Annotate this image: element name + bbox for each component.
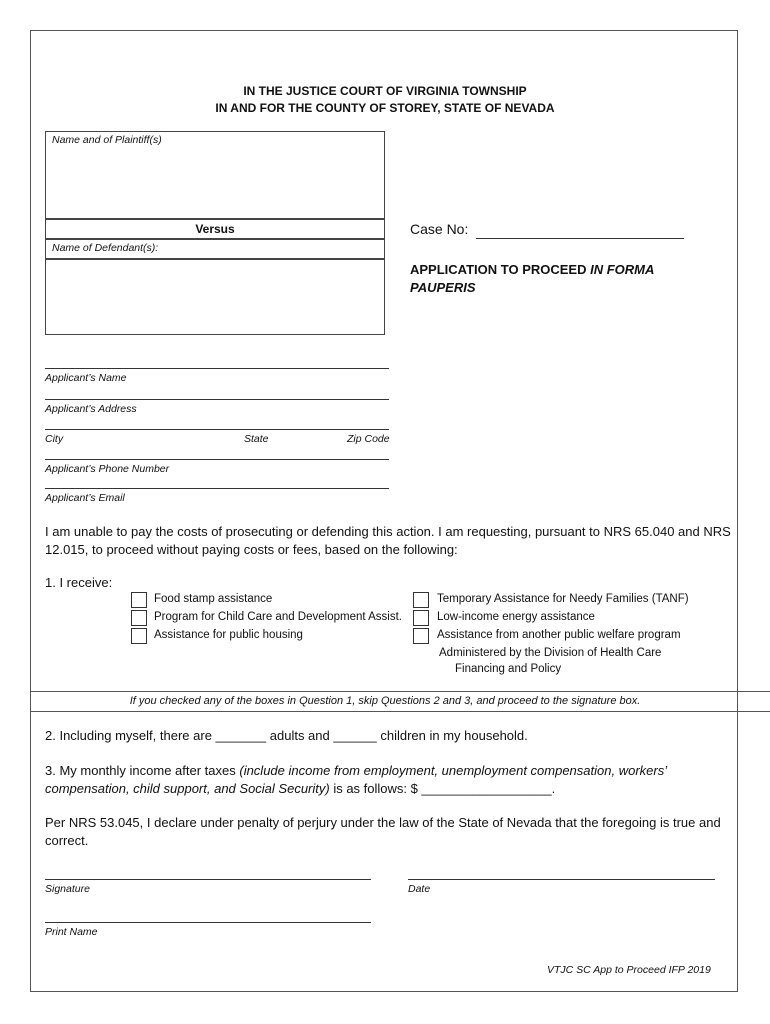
form-title-main: APPLICATION TO PROCEED: [410, 262, 591, 277]
q3-post: is as follows: $ __________________.: [329, 781, 556, 796]
option-tanf: Temporary Assistance for Needy Families (TANF): [437, 593, 689, 605]
q3-pre: 3. My monthly income after taxes: [45, 763, 240, 778]
zip-label: Zip Code: [347, 433, 390, 445]
versus-row: [45, 219, 385, 239]
checkbox-food-stamp[interactable]: [131, 592, 147, 608]
declaration: [45, 814, 735, 850]
signature-label: Signature: [45, 883, 90, 895]
q2-text: 2. Including myself, there are _______ adults and ______ children in my household.: [45, 728, 528, 743]
city-state-zip-field[interactable]: [45, 429, 389, 430]
form-footer: VTJC SC App to Proceed IFP 2019: [547, 964, 711, 976]
intro-line1: I am unable to pay the costs of prosecuting or defending this action. I am requesting, pursuant to NRS 65.040 and NRS: [45, 524, 731, 539]
applicant-phone-label: Applicant’s Phone Number: [45, 463, 170, 475]
versus-label: Versus: [195, 222, 235, 236]
applicant-email-field[interactable]: [45, 488, 389, 489]
checkbox-tanf[interactable]: [413, 592, 429, 608]
case-no-label: Case No:: [410, 221, 469, 237]
checkbox-energy[interactable]: [413, 610, 429, 626]
applicant-phone-field[interactable]: [45, 459, 389, 460]
declaration-line2: correct.: [45, 833, 89, 848]
court-title-line1: IN THE JUSTICE COURT OF VIRGINIA TOWNSHIP: [243, 84, 527, 98]
option-food-stamp: Food stamp assistance: [154, 593, 273, 605]
q3-italic2: compensation, child support, and Social Security): [45, 781, 330, 796]
option-welfare: Assistance from another public welfare program: [437, 629, 681, 641]
checkbox-child-care[interactable]: [131, 610, 147, 626]
applicant-name-field[interactable]: [45, 368, 389, 369]
applicant-name-label: Applicant’s Name: [45, 372, 127, 384]
q3-text: [45, 762, 735, 798]
signature-field[interactable]: [45, 879, 371, 880]
plaintiff-label: Name and of Plaintiff(s): [52, 134, 162, 146]
date-field[interactable]: [408, 879, 715, 880]
date-label: Date: [408, 883, 431, 895]
intro-paragraph: [45, 523, 735, 559]
skip-divider-bottom: [30, 711, 770, 712]
form-title-italic2: PAUPERIS: [410, 280, 476, 295]
defendant-label-row: [45, 239, 385, 259]
welfare-note-line1: Administered by the Division of Health Care: [439, 647, 662, 659]
print-name-label: Print Name: [45, 926, 98, 938]
checkbox-welfare[interactable]: [413, 628, 429, 644]
city-label: City: [45, 433, 64, 445]
skip-note: If you checked any of the boxes in Question 1, skip Questions 2 and 3, and proceed to the signature box.: [129, 695, 641, 707]
state-label: State: [244, 433, 269, 445]
applicant-email-label: Applicant’s Email: [45, 492, 125, 504]
checkbox-public-housing[interactable]: [131, 628, 147, 644]
option-public-housing: Assistance for public housing: [154, 629, 303, 641]
declaration-line1: Per NRS 53.045, I declare under penalty of perjury under the law of the State of Nevada that the foregoing is true and: [45, 815, 721, 830]
skip-divider-top: [30, 691, 770, 692]
option-energy: Low-income energy assistance: [437, 611, 595, 623]
defendant-box[interactable]: [45, 259, 385, 335]
q1-label: 1. I receive:: [45, 575, 113, 590]
form-title: [410, 261, 654, 297]
q3-italic: (include income from employment, unemployment compensation, workers’: [239, 763, 668, 778]
print-name-field[interactable]: [45, 922, 371, 923]
applicant-address-field[interactable]: [45, 399, 389, 400]
case-no-field[interactable]: [476, 238, 684, 239]
court-title-line2: IN AND FOR THE COUNTY OF STOREY, STATE OF NEVADA: [215, 101, 555, 115]
applicant-address-label: Applicant’s Address: [45, 403, 137, 415]
defendant-label: Name of Defendant(s):: [52, 242, 159, 254]
welfare-note-line2: Financing and Policy: [455, 663, 562, 675]
intro-line2: 12.015, to proceed without paying costs or fees, based on the following:: [45, 542, 458, 557]
form-title-italic1: IN FORMA: [590, 262, 655, 277]
plaintiff-box[interactable]: [45, 131, 385, 219]
option-child-care: Program for Child Care and Development Assist.: [154, 611, 402, 623]
